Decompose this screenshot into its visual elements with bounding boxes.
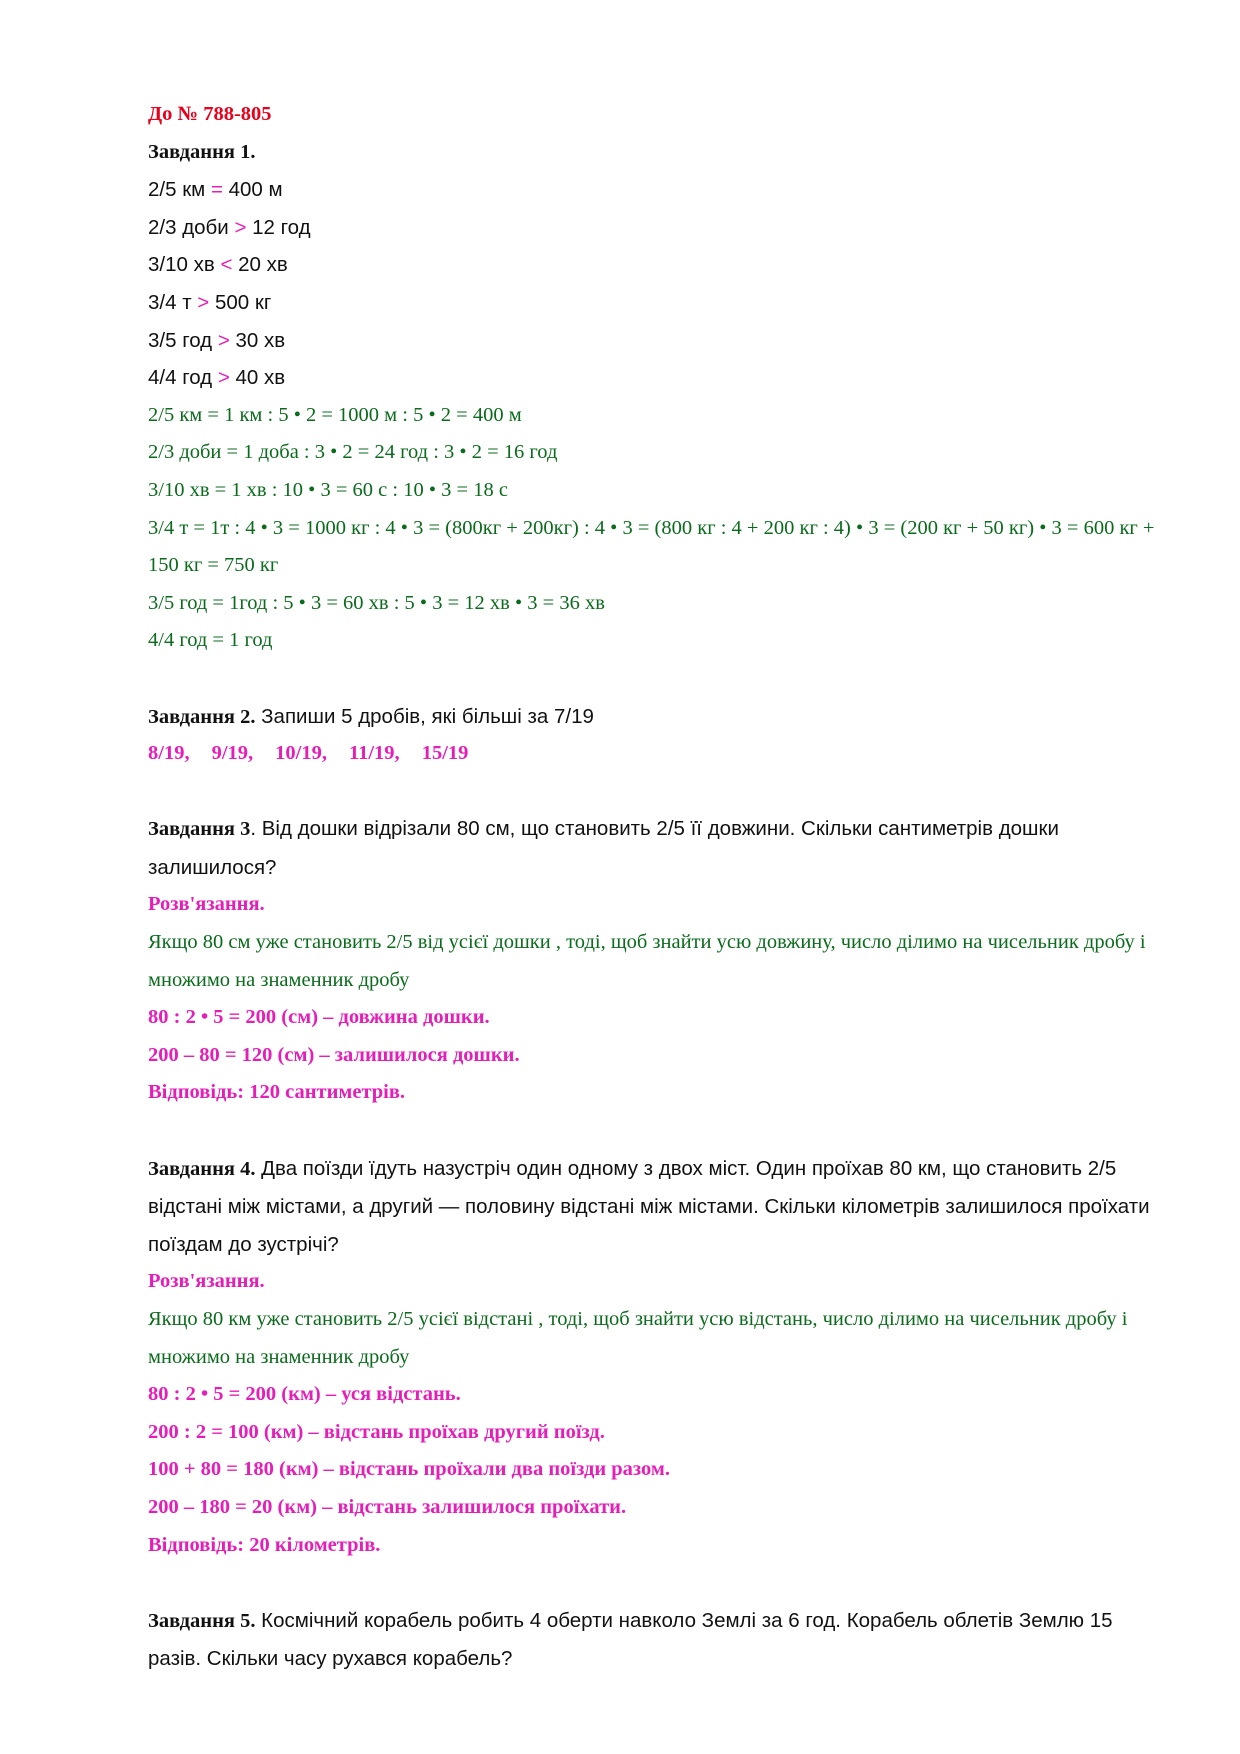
solution-step: 80 : 2 • 5 = 200 (км) – уся відстань. — [148, 1383, 461, 1406]
comparison-row — [148, 359, 1158, 397]
solution-line: 3/10 хв = 1 хв : 10 • 3 = 60 с : 10 • 3 = 18 с — [148, 478, 508, 501]
answer-fraction: 8/19, — [148, 742, 190, 765]
answer-fraction: 9/19, — [211, 742, 254, 765]
task5-statement — [148, 1602, 1158, 1678]
comparison-sign: > — [234, 215, 247, 239]
comparison-left: 2/5 км — [148, 178, 211, 202]
solution-label: Розв'язання. — [148, 1270, 265, 1293]
solution-step: 80 : 2 • 5 = 200 (см) – довжина дошки. — [148, 1006, 490, 1029]
answer-line: Відповідь: 120 сантиметрів. — [148, 1081, 406, 1104]
spacer — [148, 773, 1158, 811]
task2-title: Завдання 2. — [148, 705, 256, 728]
task5-title: Завдання 5. — [148, 1609, 256, 1632]
solution-explanation: Якщо 80 км уже становить 2/5 усієї відстані , тоді, щоб знайти усю відстань, число ділимо на чисельник дробу і множимо на знаменник дробу — [148, 1308, 1128, 1368]
task4-text: Два поїзди їдуть назустріч один одному з двох міст. Один проїхав 80 км, що становить 2/5 відстані між містами, а другий — половину відстані між містами. Скільки кілометрів залишилося проїхати поїздам до зустрічі? — [148, 1156, 1150, 1256]
comparison-left: 4/4 год — [148, 366, 218, 390]
comparison-sign: > — [217, 328, 230, 352]
comparison-right: 20 хв — [232, 253, 288, 277]
task3-title: Завдання 3 — [148, 818, 251, 841]
comparison-right: 40 хв — [229, 366, 286, 390]
solution-label: Розв'язання. — [148, 893, 265, 916]
comparison-sign: > — [217, 366, 230, 390]
task4-statement — [148, 1150, 1158, 1264]
comparison-row — [148, 246, 1158, 284]
task3-text: . Від дошки відрізали 80 см, що становить 2/5 її довжини. Скільки сантиметрів дошки залишилося? — [148, 817, 1059, 879]
solution-explanation: Якщо 80 см уже становить 2/5 від усієї дошки , тоді, щоб знайти усю довжину, число ділимо на чисельник дробу і множимо на знаменник дробу — [148, 931, 1146, 991]
document-page — [148, 96, 1158, 1678]
comparison-right: 30 хв — [229, 328, 286, 352]
spacer — [148, 1564, 1158, 1602]
solution-step: 200 : 2 = 100 (км) – відстань проїхав другий поїзд. — [148, 1420, 605, 1443]
solution-line: 2/5 км = 1 км : 5 • 2 = 1000 м : 5 • 2 = 400 м — [148, 403, 522, 426]
task3-statement — [148, 810, 1158, 886]
solution-step: 200 – 180 = 20 (км) – відстань залишилося проїхати. — [148, 1495, 627, 1518]
task1-title: Завдання 1. — [148, 140, 256, 163]
comparison-right: 400 м — [228, 178, 283, 202]
comparison-row — [148, 322, 1158, 360]
document-header: До № 788-805 — [148, 103, 272, 125]
answer-line: Відповідь: 20 кілометрів. — [148, 1533, 381, 1556]
solution-step: 200 – 80 = 120 (см) – залишилося дошки. — [148, 1043, 520, 1066]
comparison-right: 500 кг — [209, 290, 272, 314]
solution-step: 100 + 80 = 180 (км) – відстань проїхали два поїзди разом. — [148, 1458, 670, 1481]
spacer — [148, 660, 1158, 698]
spacer — [148, 1112, 1158, 1150]
solution-line: 4/4 год = 1 год — [148, 629, 273, 652]
task2-statement — [148, 698, 1158, 736]
comparison-row — [148, 209, 1158, 247]
answer-fraction: 11/19, — [348, 742, 400, 765]
comparison-row — [148, 284, 1158, 322]
task4-title: Завдання 4. — [148, 1157, 256, 1180]
task5-text: Космічний корабель робить 4 оберти навколо Землі за 6 год. Корабель облетів Землю 15 разів. Скільки часу рухався корабель? — [148, 1608, 1113, 1671]
comparison-left: 3/5 год — [148, 328, 218, 352]
comparison-right: 12 год — [246, 215, 311, 239]
comparison-left: 2/3 доби — [148, 215, 235, 239]
comparison-sign: > — [197, 290, 210, 314]
comparison-sign: < — [220, 253, 233, 277]
solution-line: 2/3 доби = 1 доба : 3 • 2 = 24 год : 3 • 2 = 16 год — [148, 441, 558, 464]
task2-text: Запиши 5 дробів, які більші за 7/19 — [255, 704, 594, 728]
comparison-row — [148, 171, 1158, 209]
solution-line: 3/4 т = 1т : 4 • 3 = 1000 кг : 4 • 3 = (800кг + 200кг) : 4 • 3 = (800 кг : 4 + 200 кг : 4) • 3 = (200 кг + 50 кг) • 3 = 600 кг + 150 кг = 750 кг — [148, 516, 1155, 577]
solution-line: 3/5 год = 1год : 5 • 3 = 60 хв : 5 • 3 = 12 хв • 3 = 36 хв — [148, 591, 605, 614]
answer-fraction: 15/19 — [421, 742, 469, 765]
comparison-sign: = — [210, 178, 229, 202]
answer-fraction: 10/19, — [275, 742, 327, 765]
task2-answers — [148, 735, 1158, 773]
comparison-left: 3/4 т — [148, 290, 198, 314]
comparison-left: 3/10 хв — [148, 253, 221, 277]
